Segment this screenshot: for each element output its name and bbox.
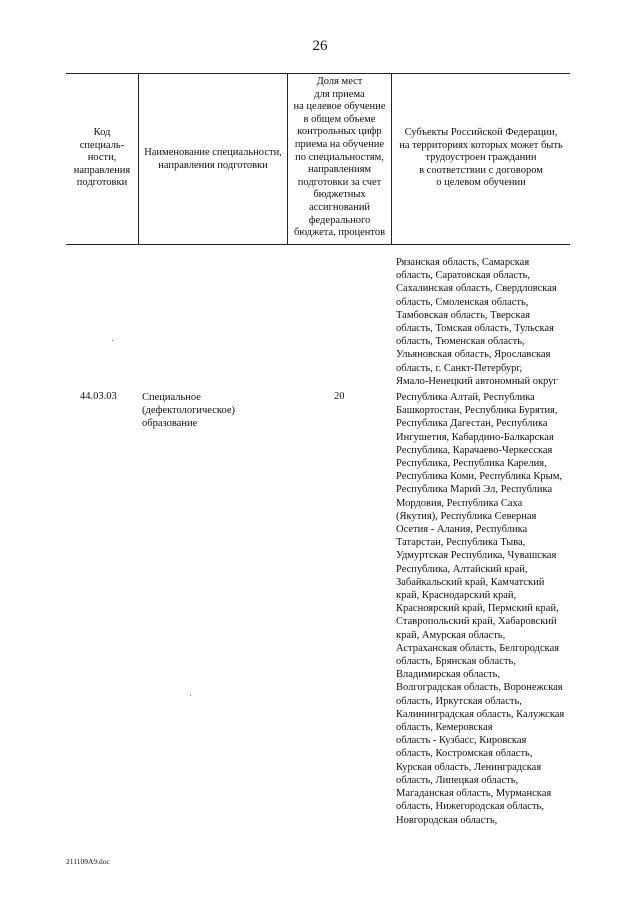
- file-name-footer: 211109A9.doc: [66, 857, 110, 866]
- scan-speck: [190, 695, 191, 696]
- header-share: Доля мест для приема на целевое обучение в общем объеме контрольных цифр приема на обучение по специальностям, направлениям подготовки за счет бюджетных ассигнований федерального бюджета, процентов: [293, 76, 386, 239]
- header-subjects: Субъекты Российской Федерации, на территориях которых может быть трудоустроен гражданин в соответствии с договором о целевом обучении: [399, 127, 563, 189]
- scan-speck: [112, 340, 113, 341]
- header-name: Наименование специальности, направления подготовки: [144, 147, 282, 171]
- page-number: 26: [312, 38, 328, 54]
- header-bottom-rule: [66, 244, 570, 245]
- specialty-code: 44.03.03: [80, 391, 117, 402]
- subjects-cell: Республика Алтай, Республика Башкортостан, Республика Бурятия, Республика Дагестан, Республика Ингушетия, Кабардино-Балкарская Республика, Карачаево-Черкесская Республика, Республика Карелия, Республика Коми, Республика Крым, Республика Марий Эл, Республика Мордовия, Республика Саха (Якутия), Республика Северная Осетия - Алания, Республика Татарстан, Республика Тыва, Удмуртская Республика, Чувашская Республика, Алтайский край, Забайкальский край, Камчатский край, Краснодарский край, Красноярский край, Пермский край, Ставропольский край, Хабаровский край, Амурская область, Астраханская область, Белгородская область, Брянская область, Владимирская область, Волгоградская область, Воронежская область, Иркутская область, Калининградская область, Калужская область, Кемеровская область - Кузбасс, Кировская область, Костромская область, Курская область, Ленинградская область, Липецкая область, Магаданская область, Мурманская область, Нижегородская область, Новгородская область,: [396, 392, 565, 826]
- header-code: Код специаль- ности, направления подготовки: [73, 127, 131, 189]
- header-top-rule: [66, 73, 570, 74]
- specialty-name: Специальное (дефектологическое) образование: [142, 392, 235, 430]
- target-share: 20: [334, 391, 345, 402]
- continuation-subjects-cell: Рязанская область, Самарская область, Саратовская область, Сахалинская область, Свердловская область, Смоленская область, Тамбовская область, Тверская область, Томская область, Тульская область, Тюменская область, Ульяновская область, Ярославская область, г. Санкт-Петербург, Ямало-Ненецкий автономный округ: [396, 257, 558, 387]
